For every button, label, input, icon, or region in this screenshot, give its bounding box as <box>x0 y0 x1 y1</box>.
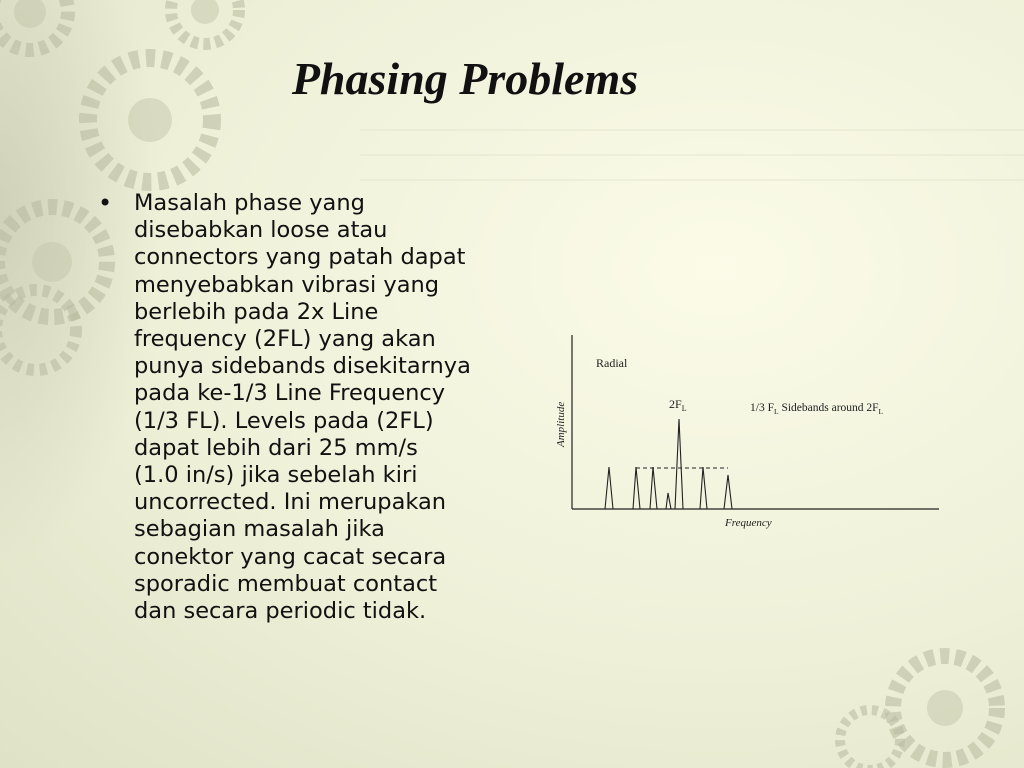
slide-title: Phasing Problems <box>291 53 639 104</box>
label-radial: Radial <box>596 356 628 370</box>
label-2fl: $2F_L$ <box>669 397 687 413</box>
peak-left-1 <box>605 467 613 509</box>
x-axis-label: Frequency <box>725 517 772 529</box>
peak-left-2 <box>633 467 640 509</box>
label-sidebands: 1/3 $F_L$ Sidebands around $2F_L$ <box>750 402 884 416</box>
peak-left-3 <box>650 467 657 509</box>
peak-right-2 <box>724 475 732 509</box>
peak-small <box>666 493 671 509</box>
spectrum-figure <box>545 335 945 535</box>
bullet-icon: • <box>98 189 113 217</box>
y-axis-label: Amplitude <box>555 401 567 447</box>
peak-2fl <box>675 419 683 509</box>
bullet-text: Masalah phase yang disebabkan loose atau connectors yang patah dapat menyebabkan vibrasi yang berlebih pada 2x Line frequency (2FL) yang akan punya sidebands disekitarnya pada ke-1/3 Line Frequency (1/3 FL). Levels pada (2FL) dapat lebih dari 25 mm/s (1.0 in/s) jika sebelah kiri uncorrected. Ini merupakan sebagian masalah jika conektor yang cacat secara sporadic membuat contact dan secara periodic tidak. <box>134 190 471 625</box>
peak-right-1 <box>700 467 707 509</box>
